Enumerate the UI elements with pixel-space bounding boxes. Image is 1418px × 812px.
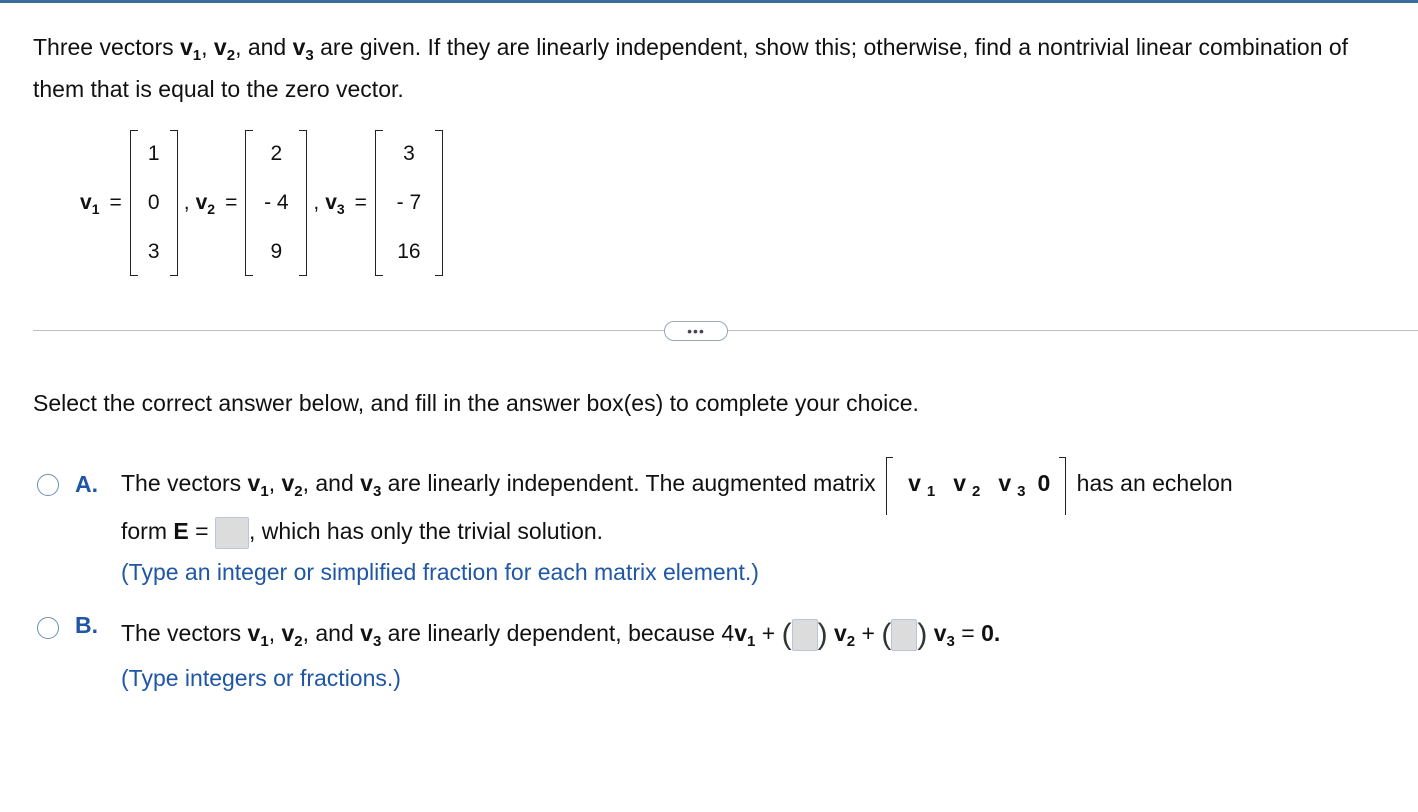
augmented-matrix: v $_1$ v $_2$ v $_3$ 0 bbox=[886, 459, 1066, 507]
echelon-form-input[interactable] bbox=[215, 517, 249, 549]
coefficient-v2-input[interactable] bbox=[792, 619, 818, 651]
question-text: Three vectors $v_1$, $v_2$, and $v_3$ are given. If they are linearly independent, show this; otherwise, find a nontrivial linear combination of them that is equal to the zero vector. bbox=[33, 34, 1349, 102]
option-a-letter: A. bbox=[75, 471, 98, 497]
given-vectors: $v_1$ = 1 0 3 , $v_2$ = 2 - 4 9 , $v_3$ = 3 - 7 16 bbox=[80, 128, 443, 278]
option-a-hint: (Type an integer or simplified fraction for each matrix element.) bbox=[121, 559, 759, 585]
vector-v3-matrix: 3 - 7 16 bbox=[375, 130, 443, 276]
option-a-line1: The vectors $v_1$, $v_2$, and $v_3$ are linearly independent. The augmented matrix v $_1$ v $_2$ v $_3$ 0 has an echelon bbox=[121, 459, 1233, 507]
option-b-line1: The vectors $v_1$, $v_2$, and $v_3$ are linearly dependent, because $4v_1$ + ( ) $v_2$ + ( ) $v_3 = 0$. bbox=[121, 617, 1001, 651]
vector-label-v1: $v_1$ bbox=[80, 191, 100, 217]
option-a-line2: form E = , which has only the trivial solution. bbox=[121, 507, 603, 555]
top-accent-bar bbox=[0, 0, 1418, 3]
vector-v2-matrix: 2 - 4 9 bbox=[245, 130, 307, 276]
more-options-button[interactable]: ••• bbox=[664, 321, 728, 341]
vector-label-v3: $v_3$ bbox=[325, 191, 345, 217]
vector-v1-matrix: 1 0 3 bbox=[130, 130, 178, 276]
option-b-radio[interactable] bbox=[37, 617, 59, 639]
option-a-radio[interactable] bbox=[37, 474, 59, 496]
option-b-hint: (Type integers or fractions.) bbox=[121, 665, 401, 691]
coefficient-v3-input[interactable] bbox=[891, 619, 917, 651]
option-b-letter: B. bbox=[75, 612, 98, 638]
instruction-text: Select the correct answer below, and fill in the answer box(es) to complete your choice. bbox=[33, 390, 919, 416]
vector-label-v2: $v_2$ bbox=[195, 191, 216, 217]
